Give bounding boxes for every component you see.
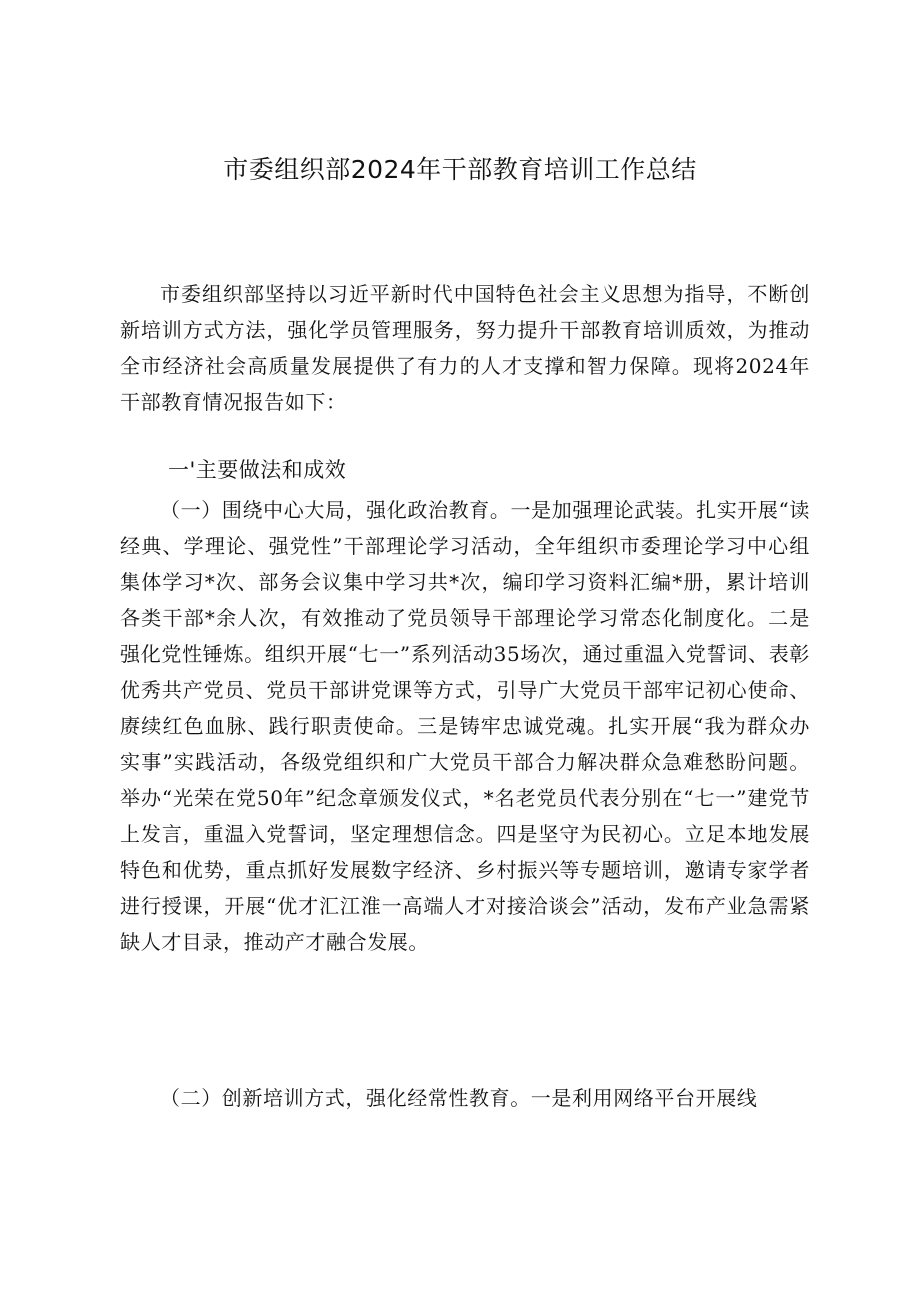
paragraph-training-methods: （二）创新培训方式，强化经常性教育。一是利用网络平台开展线	[160, 1086, 758, 1110]
document-title: 市委组织部2024年干部教育培训工作总结	[223, 155, 697, 184]
section-heading-main-practices: 一'主要做法和成效	[168, 458, 347, 482]
intro-paragraph: 市委组织部坚持以习近平新时代中国特色社会主义思想为指导，不断创新培训方式方法，强化学员管理服务，努力提升干部教育培训质效，为推动全市经济社会高质量发展提供了有力的人才支撑和智力保障。现将2024年干部教育情况报告如下：	[120, 282, 810, 414]
paragraph-political-education: （一）围绕中心大局，强化政治教育。一是加强理论武装。扎实开展“读经典、学理论、强党性”干部理论学习活动，全年组织市委理论学习中心组集体学习*次、部务会议集中学习共*次，编印学习资料汇编*册，累计培训各类干部*余人次，有效推动了党员领导干部理论学习常态化制度化。二是强化党性锤炼。组织开展“七一”系列活动35场次，通过重温入党誓词、表彰优秀共产党员、党员干部讲党课等方式，引导广大党员干部牢记初心使命、赓续红色血脉、践行职责使命。三是铸牢忠诚党魂。扎实开展“我为群众办实事”实践活动，各级党组织和广大党员干部合力解决群众急难愁盼问题。举办“光荣在党50年”纪念章颁发仪式，*名老党员代表分别在“七一”建党节上发言，重温入党誓词，坚定理想信念。四是坚守为民初心。立足本地发展特色和优势，重点抓好发展数字经济、乡村振兴等专题培训，邀请专家学者进行授课，开展“优才汇江淮一高端人才对接洽谈会”活动，发布产业急需紧缺人才目录，推动产才融合发展。	[120, 498, 810, 954]
